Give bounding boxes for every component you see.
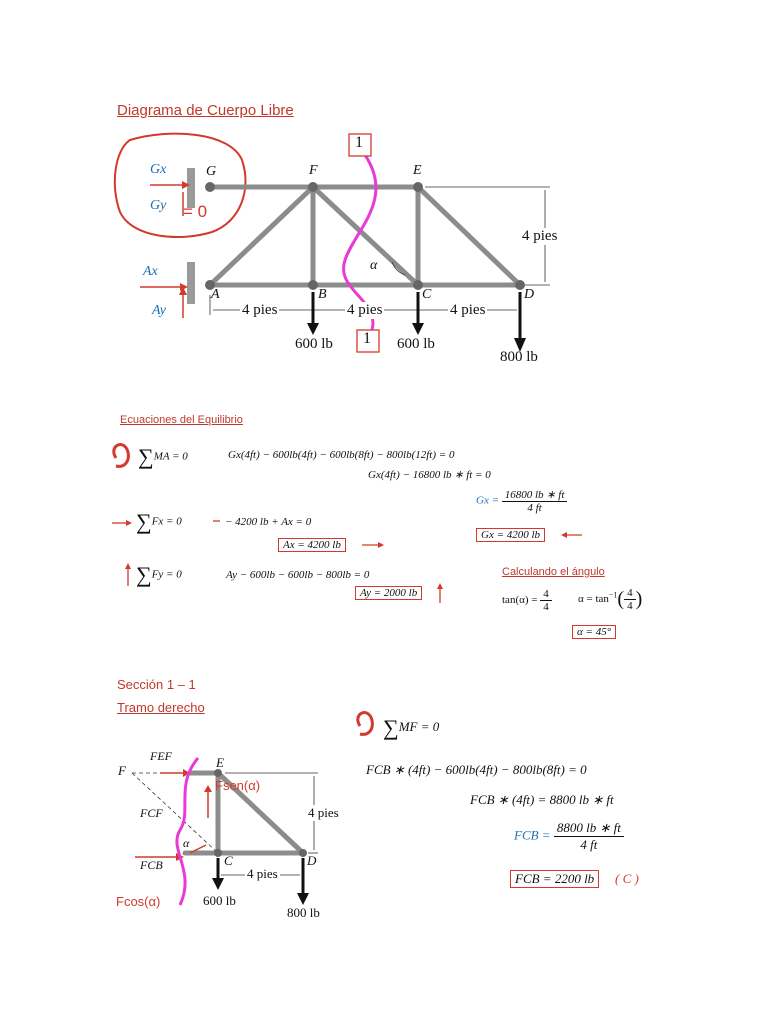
load2-c: 600 lb	[203, 893, 236, 908]
sum-symbol-fy: ∑	[136, 562, 152, 587]
force-fcf: FCF	[140, 806, 163, 820]
gx-lhs: Gx =	[476, 494, 499, 507]
force-gy: Gy	[150, 198, 167, 213]
node-g: G	[206, 164, 217, 179]
tan-num: 4	[540, 588, 552, 601]
load-d: 800 lb	[500, 349, 538, 365]
tan-lhs: tan(α) =	[502, 594, 538, 607]
ma-line2: Gx(4ft) − 16800 lb ∗ ft = 0	[368, 469, 491, 481]
span-dim-2: 4 pies	[347, 302, 383, 318]
alpha-equation: $\alpha = \tan^{-1}$( $\frac{4}{4}$ )	[578, 587, 643, 612]
compression-tag: ( C )	[615, 871, 639, 886]
right-span-title: Tramo derecho	[117, 700, 205, 715]
height2-dim: 4 pies	[308, 805, 339, 820]
node2-c: C	[224, 853, 233, 868]
node2-f: F	[118, 763, 126, 778]
section-line2: FCB ∗ (4ft) = 8800 lb ∗ ft	[470, 792, 614, 807]
height-dim: 4 pies	[522, 228, 558, 244]
ay-result: Ay = 2000 lb	[355, 586, 422, 600]
alpha-label: α	[370, 258, 378, 273]
force-gx: Gx	[150, 162, 167, 177]
span2-dim: 4 pies	[247, 866, 278, 881]
section-title: Sección 1 – 1	[117, 677, 196, 692]
node2-e: E	[216, 755, 224, 770]
node-f: F	[309, 163, 318, 178]
sum-symbol-mf: ∑	[383, 715, 399, 740]
node2-d: D	[307, 853, 317, 868]
alpha-exp: −1	[608, 590, 618, 600]
fy-line: Ay − 600lb − 600lb − 800lb = 0	[226, 569, 370, 581]
node-a: A	[211, 287, 220, 302]
force-fef: FEF	[150, 749, 172, 763]
alpha-lhs: α = tan	[578, 593, 609, 606]
load-b: 600 lb	[295, 336, 333, 352]
fcb-den: 4 ft	[580, 837, 598, 852]
gy-zero: = 0	[183, 202, 208, 221]
alpha-result: α = 45°	[572, 625, 616, 639]
section-line1: FCB ∗ (4ft) − 600lb(4ft) − 800lb(8ft) = 0	[366, 762, 587, 777]
fy-label: Fy = 0	[151, 568, 182, 581]
node-e: E	[413, 163, 422, 178]
tan-den: 4	[543, 601, 549, 613]
ma-label: MA = 0	[153, 450, 188, 463]
alpha-den: 4	[627, 600, 633, 612]
fx-line: − 4200 lb + Ax = 0	[225, 516, 312, 528]
fcb-result: FCB = 2200 lb	[510, 870, 599, 888]
section-mark-bottom: 1	[363, 330, 371, 347]
fcb-lhs: FCB =	[514, 827, 551, 843]
force-fcb: FCB	[140, 858, 163, 872]
node-c: C	[422, 287, 432, 302]
node-d: D	[524, 287, 535, 302]
fx-label: Fx = 0	[151, 515, 182, 528]
force-ax: Ax	[143, 264, 158, 279]
free-body-title: Diagrama de Cuerpo Libre	[117, 102, 294, 119]
fsen-note: Fsen(α)	[215, 778, 261, 793]
angle-title: Calculando el ángulo	[502, 566, 605, 578]
alpha2-label: α	[183, 836, 190, 850]
gx-den: 4 ft	[527, 502, 542, 514]
fcb-num: 8800 lb ∗ ft	[554, 820, 624, 837]
load-c: 600 lb	[397, 336, 435, 352]
span-dim-3: 4 pies	[450, 302, 486, 318]
sum-symbol-ma: ∑	[138, 444, 154, 469]
alpha-num: 4	[624, 587, 636, 600]
ax-result: Ax = 4200 lb	[278, 538, 346, 552]
mf-label: MF = 0	[398, 718, 440, 734]
ma-line1: Gx(4ft) − 600lb(4ft) − 600lb(8ft) − 800lb(12ft) = 0	[228, 449, 455, 461]
span-dim-1: 4 pies	[242, 302, 278, 318]
node-b: B	[318, 287, 327, 302]
section-mark-top: 1	[355, 134, 363, 151]
sum-symbol-fx: ∑	[136, 509, 152, 534]
gx-num: 16800 lb ∗ ft	[502, 488, 568, 502]
force-ay: Ay	[152, 303, 166, 318]
fcos-note: Fcos(α)	[116, 894, 161, 909]
equilibrium-title: Ecuaciones del Equilibrio	[120, 414, 243, 426]
load2-d: 800 lb	[287, 905, 320, 920]
gx-result: Gx = 4200 lb	[476, 528, 545, 542]
section-fraction	[514, 820, 624, 853]
